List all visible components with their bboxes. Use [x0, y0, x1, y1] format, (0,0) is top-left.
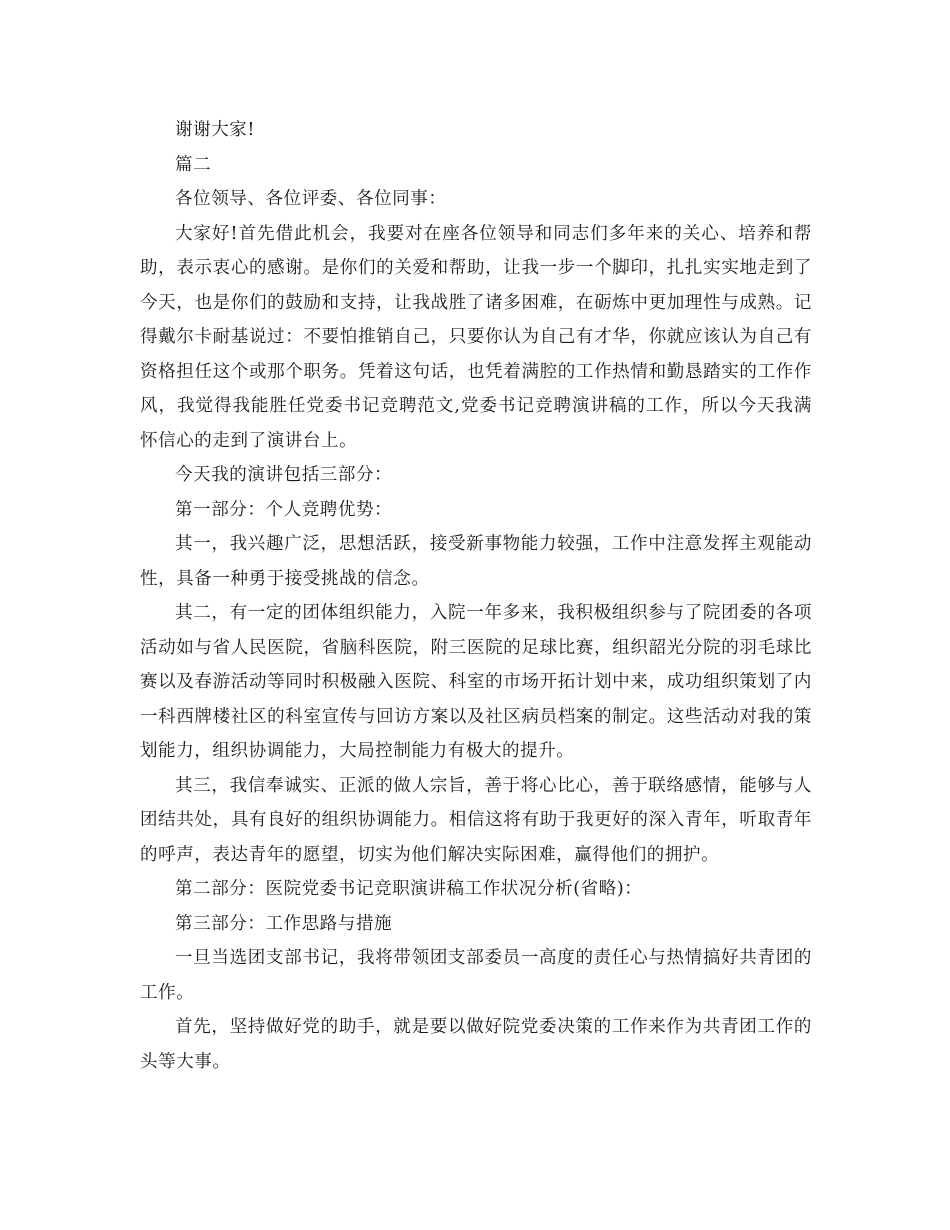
paragraph-part-three-heading: 第三部分：工作思路与措施: [175, 913, 393, 934]
paragraph-strength-two: 其二，有一定的团体组织能力，入院一年多来，我积极组织参与了院团委的各项活动如与省人民医院，省脑科医院，附三医院的足球比赛，组织韶光分院的羽毛球比赛以及春游活动等同时积极融入医院、科室的市场开拓计划中来，成功组织策划了内一科西牌楼社区的科室宣传与回访方案以及社区病员档案的制定。这些活动对我的策划能力，组织协调能力，大局控制能力有极大的提升。: [140, 603, 812, 761]
paragraph-commitment: 一旦当选团支部书记，我将带领团支部委员一高度的责任心与热情搞好共青团的工作。: [140, 948, 812, 1003]
paragraph-first-measure: 首先，坚持做好党的助手，就是要以做好院党委决策的工作来作为共青团工作的头等大事。: [140, 1017, 812, 1072]
document-body: [140, 113, 812, 1079]
paragraph-salutation: 各位领导、各位评委、各位同事：: [175, 189, 447, 209]
paragraph-part-two-heading: 第二部分：医院党委书记竞职演讲稿工作状况分析(省略)：: [175, 879, 643, 899]
paragraph-outline-intro: 今天我的演讲包括三部分：: [175, 465, 393, 485]
paragraph-strength-three: 其三，我信奉诚实、正派的做人宗旨，善于将心比心，善于联络感情，能够与人团结共处，具有良好的组织协调能力。相信这将有助于我更好的深入青年，听取青年的呼声，表达青年的愿望，切实为他们解决实际困难，赢得他们的拥护。: [140, 775, 812, 865]
paragraph-strength-one: 其一，我兴趣广泛，思想活跃，接受新事物能力较强，工作中注意发挥主观能动性，具备一种勇于接受挑战的信念。: [140, 534, 812, 589]
paragraph-closing-thanks: 谢谢大家!: [175, 120, 256, 140]
paragraph-part-one-heading: 第一部分：个人竞聘优势：: [175, 499, 393, 520]
paragraph-opening: 大家好!首先借此机会，我要对在座各位领导和同志们多年来的关心、培养和帮助，表示衷心的感谢。是你们的关爱和帮助，让我一步一个脚印，扎扎实实地走到了今天，也是你们的鼓励和支持，让我战胜了诸多困难，在砺炼中更加理性与成熟。记得戴尔卡耐基说过：不要怕推销自己，只要你认为自己有才华，你就应该认为自己有资格担任这个或那个职务。凭着这句话，也凭着满腔的工作热情和勤恳踏实的工作作风，我觉得我能胜任党委书记竞聘范文,党委书记竞聘演讲稿的工作，所以今天我满怀信心的走到了演讲台上。: [140, 223, 812, 451]
paragraph-section-heading: 篇二: [175, 154, 212, 175]
